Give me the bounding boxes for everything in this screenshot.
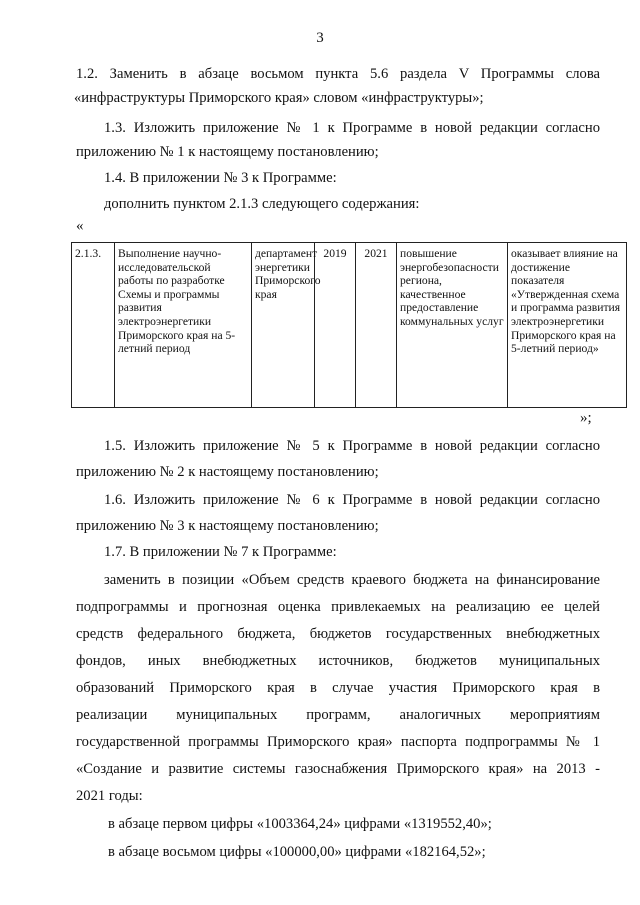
open-quote: « — [76, 218, 84, 234]
cell-department: департамент энергетики Приморского края — [252, 243, 315, 408]
cell-impact: оказывает влияние на достижение показателя «Утвержденная схема и программа развития электроэнергетики Приморского края на 5-летний период» — [508, 243, 627, 408]
para-1-4: 1.4. В приложении № 3 к Программе: — [104, 170, 337, 186]
para-replace-last-line: 2021 годы: — [76, 788, 143, 804]
cell-year-start: 2019 — [315, 243, 356, 408]
inserted-row-table — [71, 242, 627, 408]
close-quote: »; — [580, 410, 592, 426]
para-replace-line5: образований Приморского края в случае участия Приморского края в — [76, 680, 600, 696]
para-replace-line1: заменить в позиции «Объем средств краевого бюджета на финансирование — [104, 572, 600, 588]
cell-task: Выполнение научно-исследовательской работы по разработке Схемы и программы развития электроэнергетики Приморского края на 5-летний период — [115, 243, 252, 408]
para-1-6-line1: 1.6. Изложить приложение № 6 к Программе в новой редакции согласно — [104, 492, 600, 508]
para-replace-line6: реализации муниципальных программ, аналогичных мероприятиям — [76, 707, 600, 723]
para-1-3-line2: приложению № 1 к настоящему постановлению; — [76, 144, 379, 160]
para-1-3-line1: 1.3. Изложить приложение № 1 к Программе в новой редакции согласно — [104, 120, 600, 136]
para-replace-line3: средств федерального бюджета, бюджетов государственных внебюджетных — [76, 626, 600, 642]
cell-result: повышение энергобезопасности региона, качественное предоставление коммунальных услуг — [397, 243, 508, 408]
para-replace-line4: фондов, иных внебюджетных источников, бюджетов муниципальных — [76, 653, 600, 669]
para-1-2-line1: 1.2. Заменить в абзаце восьмом пункта 5.6 раздела V Программы слова — [76, 66, 600, 82]
para-1-5-line2: приложению № 2 к настоящему постановлению; — [76, 464, 379, 480]
cell-number: 2.1.3. — [72, 243, 115, 408]
cell-year-end: 2021 — [356, 243, 397, 408]
para-eighth-paragraph-change: в абзаце восьмом цифры «100000,00» цифрами «182164,52»; — [108, 844, 486, 860]
para-supplement: дополнить пунктом 2.1.3 следующего содержания: — [104, 196, 420, 212]
para-replace-line2: подпрограммы и прогнозная оценка привлекаемых на реализацию ее целей — [76, 599, 600, 615]
table-row — [72, 243, 627, 408]
para-1-6-line2: приложению № 3 к настоящему постановлению; — [76, 518, 379, 534]
para-replace-line7: государственной программы Приморского края» паспорта подпрограммы № 1 — [76, 734, 600, 750]
para-replace-line8: «Создание и развитие системы газоснабжения Приморского края» на 2013 - — [76, 761, 600, 777]
para-1-2-line2: «инфраструктуры Приморского края» словом «инфраструктуры»; — [74, 90, 484, 106]
para-1-5-line1: 1.5. Изложить приложение № 5 к Программе в новой редакции согласно — [104, 438, 600, 454]
para-first-paragraph-change: в абзаце первом цифры «1003364,24» цифрами «1319552,40»; — [108, 816, 492, 832]
para-1-7: 1.7. В приложении № 7 к Программе: — [104, 544, 337, 560]
page-number: 3 — [316, 30, 324, 46]
